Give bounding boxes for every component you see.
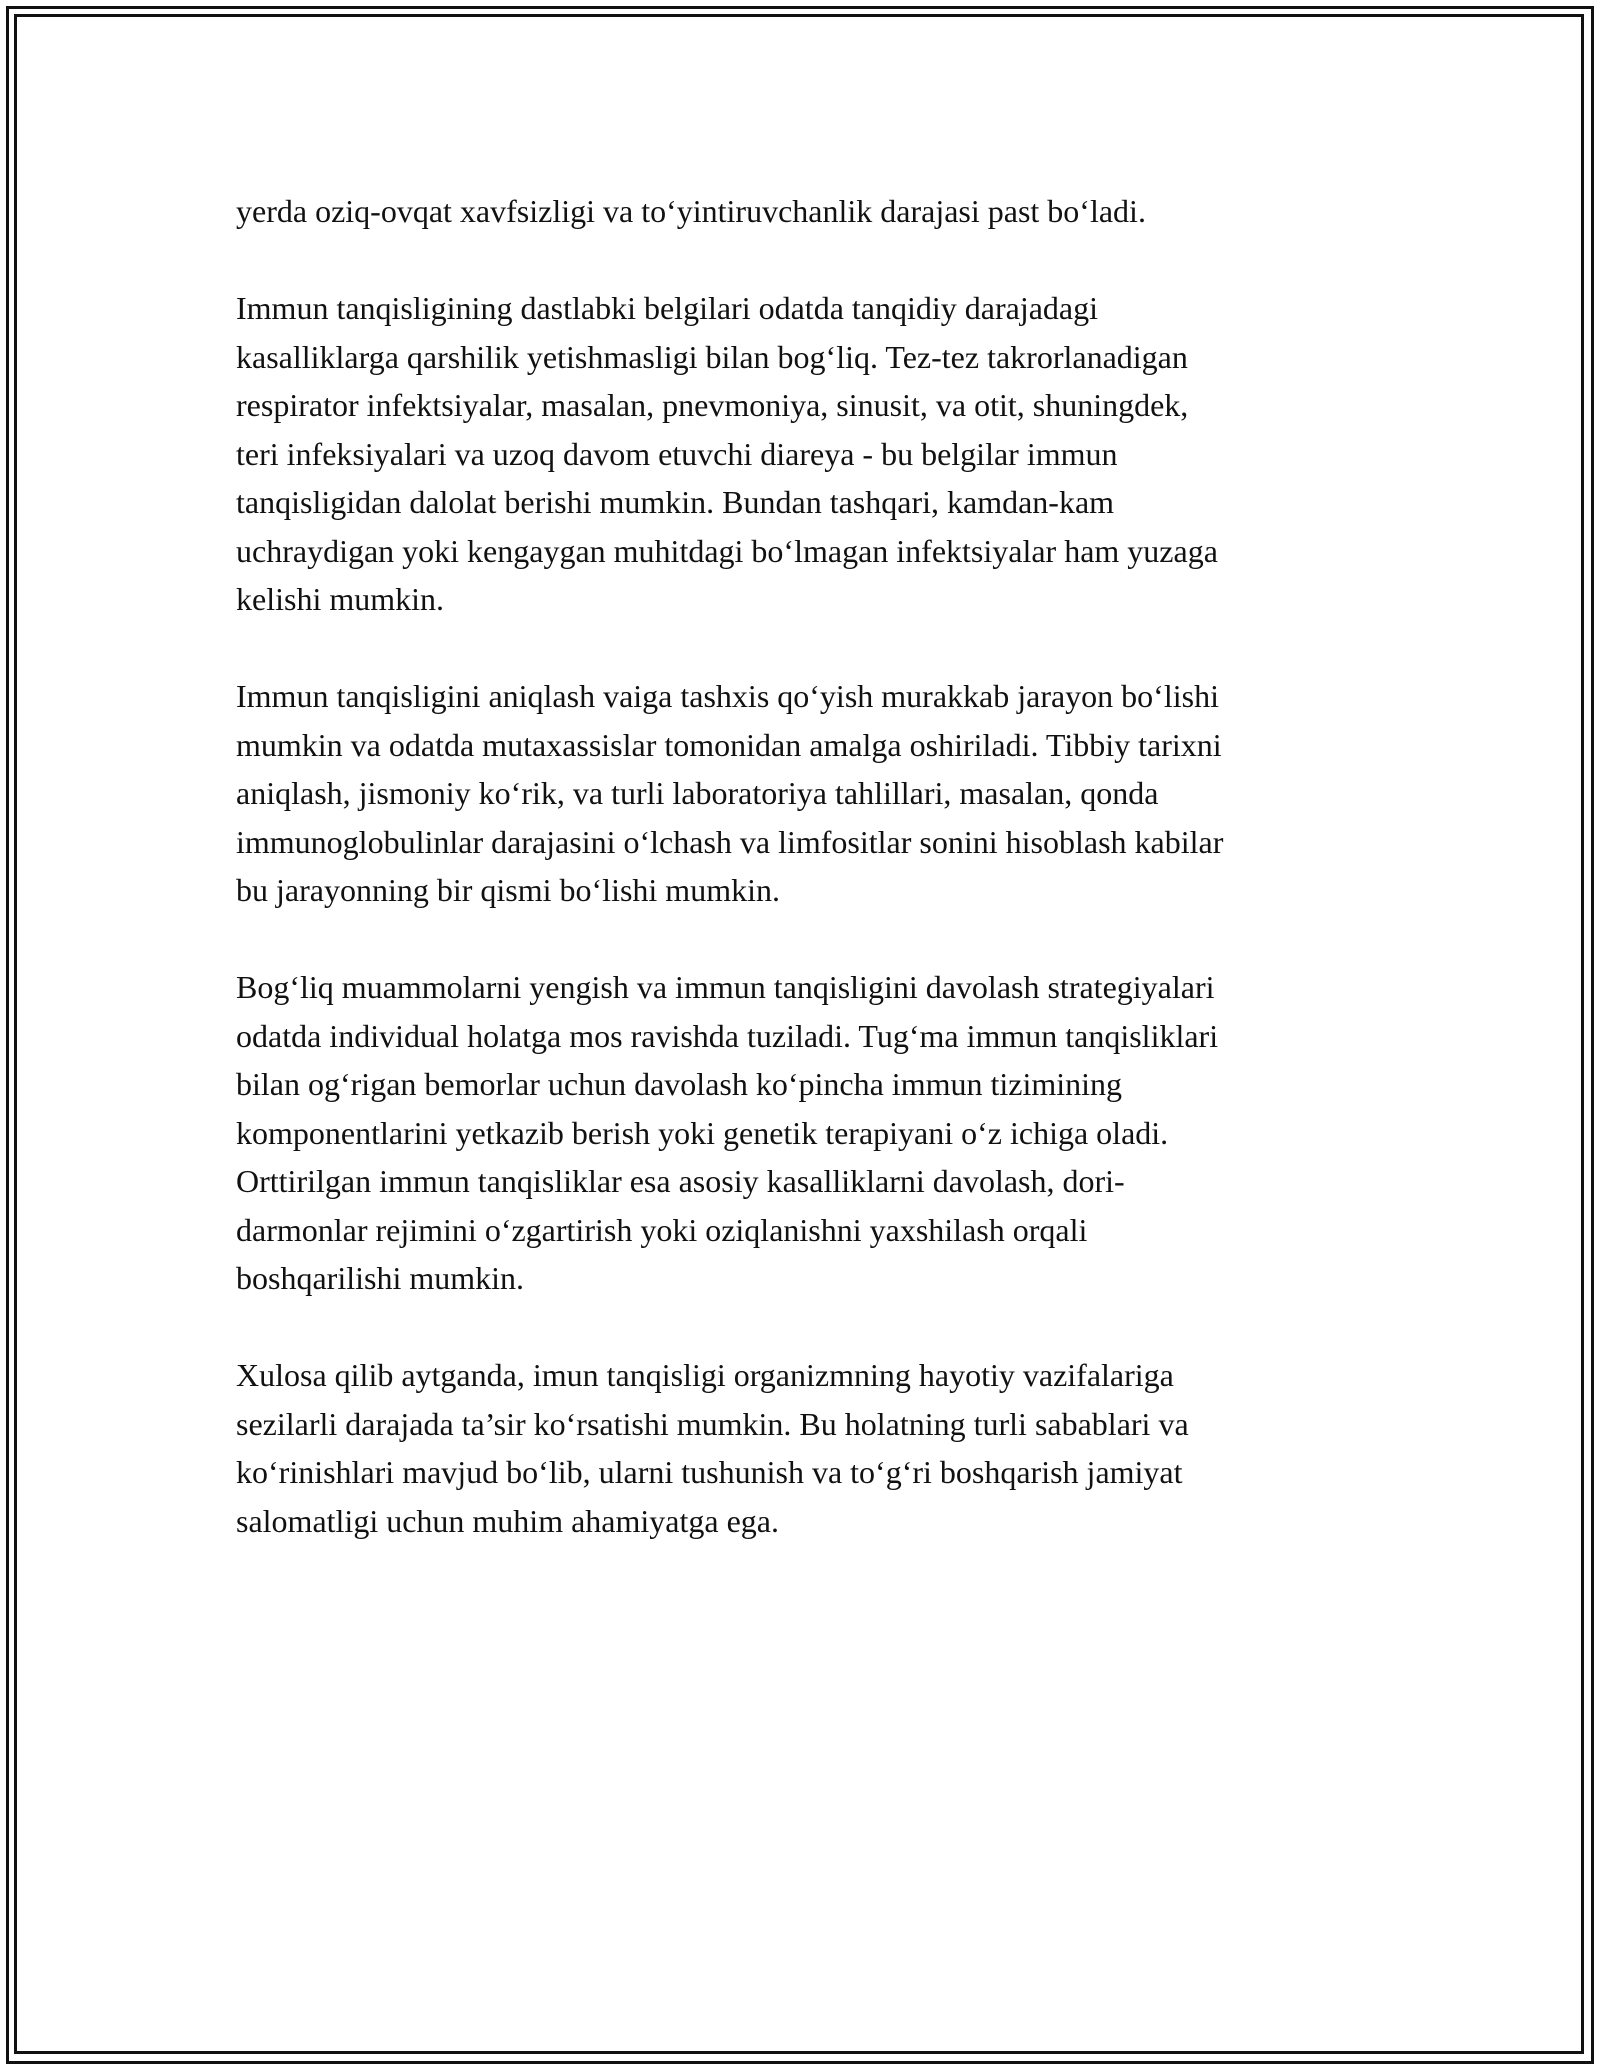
text-line: darmonlar rejimini o‘zgartirish yoki oziqlanishni yaxshilash orqali xyxy=(236,1211,1088,1248)
text-line: salomatligi uchun muhim ahamiyatga ega. xyxy=(236,1502,779,1539)
document-body xyxy=(236,187,1376,1594)
paragraph-2 xyxy=(236,284,1376,624)
text-line: teri infeksiyalari va uzoq davom etuvchi diareya - bu belgilar immun xyxy=(236,435,1118,472)
paragraph-3 xyxy=(236,672,1376,915)
text-line: bilan og‘rigan bemorlar uchun davolash ko‘pincha immun tizimining xyxy=(236,1066,1123,1102)
text-line: respirator infektsiyalar, masalan, pnevmoniya, sinusit, va otit, shuningdek, xyxy=(236,387,1189,423)
text-line: uchraydigan yoki kengaygan muhitdagi bo‘lmagan infektsiyalar ham yuzaga xyxy=(236,532,1218,569)
paragraph-1 xyxy=(236,187,1376,236)
text-line: mumkin va odatda mutaxassislar tomonidan amalga oshiriladi. Tibbiy tarixni xyxy=(236,726,1222,763)
text-line: bu jarayonning bir qismi bo‘lishi mumkin. xyxy=(236,872,780,908)
paragraph-4 xyxy=(236,963,1376,1303)
text-line: kelishi mumkin. xyxy=(236,581,444,617)
text-line: yerda oziq-ovqat xavfsizligi va to‘yintiruvchanlik darajasi past bo‘ladi. xyxy=(236,193,1146,229)
text-line: ko‘rinishlari mavjud bo‘lib, ularni tushunish va to‘g‘ri boshqarish jamiyat xyxy=(236,1454,1183,1490)
text-line: komponentlarini yetkazib berish yoki genetik terapiyani o‘z ichiga oladi. xyxy=(236,1114,1169,1151)
text-line: Immun tanqisligining dastlabki belgilari odatda tanqidiy darajadagi xyxy=(236,290,1099,326)
text-line: aniqlash, jismoniy ko‘rik, va turli laboratoriya tahlillari, masalan, qonda xyxy=(236,775,1159,811)
text-line: Immun tanqisligini aniqlash vaiga tashxis qo‘yish murakkab jarayon bo‘lishi xyxy=(236,678,1219,714)
text-line: Xulosa qilib aytganda, imun tanqisligi organizmning hayotiy vazifalariga xyxy=(236,1357,1174,1393)
text-line: boshqarilishi mumkin. xyxy=(236,1260,524,1296)
text-line: tanqisligidan dalolat berishi mumkin. Bundan tashqari, kamdan-kam xyxy=(236,484,1115,520)
text-line: kasalliklarga qarshilik yetishmasligi bilan bog‘liq. Tez-tez takrorlanadigan xyxy=(236,338,1188,375)
text-line: odatda individual holatga mos ravishda tuziladi. Tug‘ma immun tanqisliklari xyxy=(236,1017,1219,1054)
paragraph-5 xyxy=(236,1351,1376,1545)
text-line: sezilarli darajada ta’sir ko‘rsatishi mumkin. Bu holatning turli sabablari va xyxy=(236,1405,1189,1442)
text-line: immunoglobulinlar darajasini o‘lchash va limfositlar sonini hisoblash kabilar xyxy=(236,823,1224,860)
text-line: Orttirilgan immun tanqisliklar esa asosiy kasalliklarni davolash, dori- xyxy=(236,1163,1125,1199)
text-line: Bog‘liq muammolarni yengish va immun tanqisligini davolash strategiyalari xyxy=(236,969,1215,1005)
